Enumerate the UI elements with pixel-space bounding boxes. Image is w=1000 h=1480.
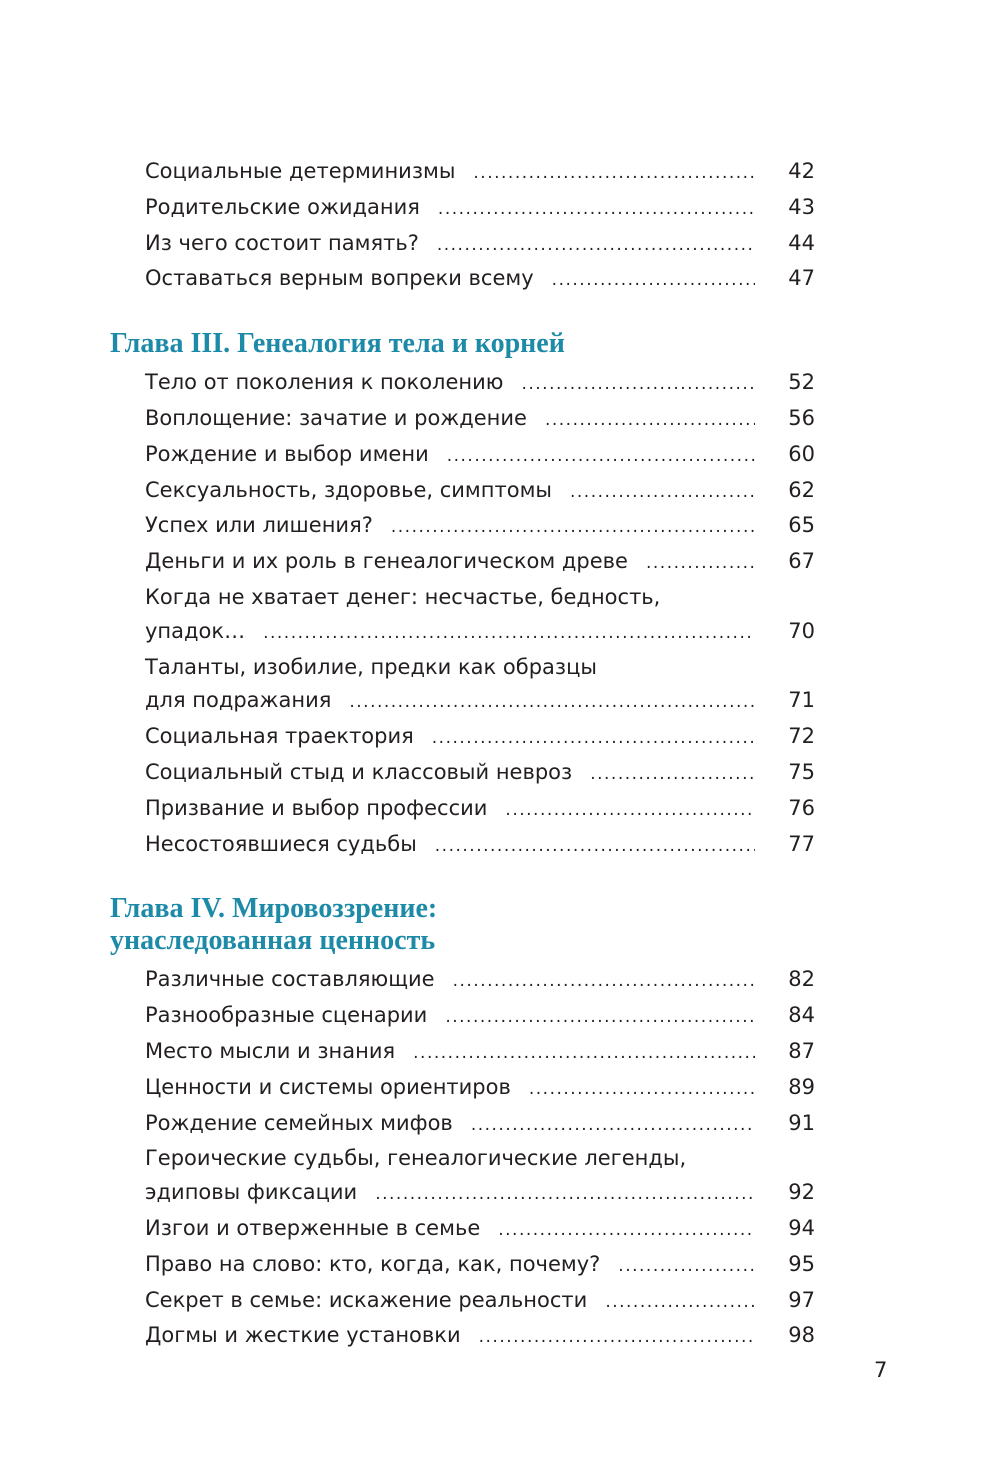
toc-section <box>110 328 815 863</box>
dot-leader <box>521 368 755 402</box>
toc-page-number: 65 <box>788 513 815 538</box>
toc-page-number: 94 <box>788 1215 815 1240</box>
toc-entry-title: Из чего состоит память? <box>145 230 419 255</box>
toc-entry[interactable] <box>145 1035 815 1071</box>
dot-leader <box>646 547 755 581</box>
toc-page-number: 72 <box>788 724 815 749</box>
dot-leader <box>498 1214 755 1248</box>
toc-page-number: 47 <box>788 266 815 291</box>
toc-page-number: 89 <box>788 1074 815 1099</box>
toc-entry[interactable] <box>145 1284 815 1320</box>
toc-entry[interactable] <box>145 581 815 651</box>
dot-leader <box>413 1037 755 1071</box>
toc-entry[interactable] <box>145 191 815 227</box>
toc-entry[interactable] <box>145 545 815 581</box>
toc-page-number: 67 <box>788 549 815 574</box>
toc-page-number: 76 <box>788 795 815 820</box>
toc-entry-title: Воплощение: зачатие и рождение <box>145 405 527 430</box>
toc-entry[interactable] <box>145 227 815 263</box>
dot-leader <box>473 157 755 191</box>
toc-page-number: 70 <box>788 618 815 643</box>
dot-leader <box>375 1178 755 1212</box>
toc-entry-title: Изгои и отверженные в семье <box>145 1215 481 1240</box>
toc-page-number: 43 <box>788 194 815 219</box>
toc-entry-title: Социальная траектория <box>145 724 414 749</box>
dot-leader <box>570 476 755 510</box>
toc-entry[interactable] <box>145 474 815 510</box>
chapter-heading-line: унаследованная ценность <box>110 925 436 957</box>
toc-entry[interactable] <box>145 828 815 864</box>
toc-page-number: 42 <box>788 159 815 183</box>
dot-leader <box>349 686 755 720</box>
toc-entry-title: Сексуальность, здоровье, симптомы <box>145 477 552 502</box>
dot-leader <box>471 1109 755 1143</box>
toc-page-number: 77 <box>788 831 815 856</box>
dot-leader <box>435 830 755 864</box>
toc-page-number: 60 <box>788 441 815 466</box>
table-of-contents <box>110 155 815 1355</box>
toc-entry-title: Различные составляющие <box>145 967 435 992</box>
toc-entry[interactable] <box>145 438 815 474</box>
dot-leader <box>391 511 755 545</box>
toc-page-number: 82 <box>788 967 815 992</box>
toc-entry[interactable] <box>145 509 815 545</box>
toc-page-number: 91 <box>788 1110 815 1135</box>
toc-entry-title: Тело от поколения к поколению <box>145 370 504 395</box>
dot-leader <box>605 1286 755 1320</box>
toc-entry[interactable] <box>145 1212 815 1248</box>
dot-leader <box>447 440 755 474</box>
dot-leader <box>432 722 755 756</box>
toc-entry-title: Ценности и системы ориентиров <box>145 1074 511 1099</box>
toc-entry-title: Успех или лишения? <box>145 513 373 538</box>
toc-entry-title: Догмы и жесткие установки <box>145 1323 461 1348</box>
toc-entry-title: Рождение и выбор имени <box>145 441 429 466</box>
toc-section <box>110 893 815 1355</box>
toc-entry[interactable] <box>145 366 815 402</box>
dot-leader <box>479 1321 755 1355</box>
toc-entry-title: Родительские ожидания <box>145 194 420 219</box>
toc-entry[interactable] <box>145 720 815 756</box>
dot-leader <box>618 1250 755 1284</box>
toc-section <box>110 155 815 298</box>
toc-entry-title: Рождение семейных мифов <box>145 1110 453 1135</box>
toc-page-number: 87 <box>788 1038 815 1063</box>
toc-entry[interactable] <box>145 756 815 792</box>
toc-entry-title: Социальные детерминизмы <box>145 159 456 183</box>
chapter-heading <box>110 328 815 360</box>
toc-entry[interactable] <box>145 1142 815 1212</box>
toc-page-number: 84 <box>788 1003 815 1028</box>
toc-entry[interactable] <box>145 155 815 191</box>
dot-leader <box>437 229 755 263</box>
toc-entry-title: Секрет в семье: искажение реальности <box>145 1287 588 1312</box>
toc-entry-title: Деньги и их роль в генеалогическом древе <box>145 549 628 574</box>
toc-entry[interactable] <box>145 999 815 1035</box>
toc-entry-title: Когда не хватает денег: несчастье, бедность, <box>145 584 661 609</box>
toc-page-number: 92 <box>788 1180 815 1205</box>
toc-entry-title: Героические судьбы, генеалогические легенды, <box>145 1146 687 1171</box>
toc-entry-title: для подражания <box>145 688 332 713</box>
toc-entry-title: Разнообразные сценарии <box>145 1003 428 1028</box>
toc-entry-title: Несостоявшиеся судьбы <box>145 831 417 856</box>
dot-leader <box>529 1073 755 1107</box>
page-number: 7 <box>874 1358 888 1382</box>
dot-leader <box>505 794 755 828</box>
toc-entry-title: упадок… <box>145 618 246 643</box>
toc-page-number: 44 <box>788 230 815 255</box>
toc-entry[interactable] <box>145 1319 815 1355</box>
toc-page-number: 95 <box>788 1251 815 1276</box>
toc-page-number: 71 <box>788 688 815 713</box>
toc-entry-title: Право на слово: кто, когда, как, почему? <box>145 1251 601 1276</box>
toc-page-number: 98 <box>788 1323 815 1348</box>
toc-entry-title: эдиповы фиксации <box>145 1180 358 1205</box>
toc-page-number: 75 <box>788 759 815 784</box>
toc-entry[interactable] <box>145 1107 815 1143</box>
chapter-heading-line: Глава III. Генеалогия тела и корней <box>110 328 565 360</box>
toc-entry-title: Оставаться верным вопреки всему <box>145 266 534 291</box>
dot-leader <box>453 965 755 999</box>
dot-leader <box>445 1001 755 1035</box>
toc-page-number: 97 <box>788 1287 815 1312</box>
dot-leader <box>545 404 755 438</box>
toc-page-number: 52 <box>788 370 815 395</box>
toc-entry[interactable] <box>145 1248 815 1284</box>
dot-leader <box>263 617 755 651</box>
toc-entry[interactable] <box>145 262 815 298</box>
chapter-heading <box>110 893 815 957</box>
toc-page-number: 56 <box>788 405 815 430</box>
toc-entry[interactable] <box>145 402 815 438</box>
toc-page-number: 62 <box>788 477 815 502</box>
toc-entry-title: Таланты, изобилие, предки как образцы <box>145 654 597 679</box>
dot-leader <box>552 264 755 298</box>
toc-entry[interactable] <box>145 963 815 999</box>
toc-entry[interactable] <box>145 651 815 721</box>
toc-entry[interactable] <box>145 792 815 828</box>
toc-entry-title: Место мысли и знания <box>145 1038 396 1063</box>
toc-entry-title: Социальный стыд и классовый невроз <box>145 759 573 784</box>
toc-entry-title: Призвание и выбор профессии <box>145 795 488 820</box>
toc-entry[interactable] <box>145 1071 815 1107</box>
dot-leader <box>590 758 755 792</box>
dot-leader <box>438 193 755 227</box>
chapter-heading-line: Глава IV. Мировоззрение: <box>110 893 438 925</box>
